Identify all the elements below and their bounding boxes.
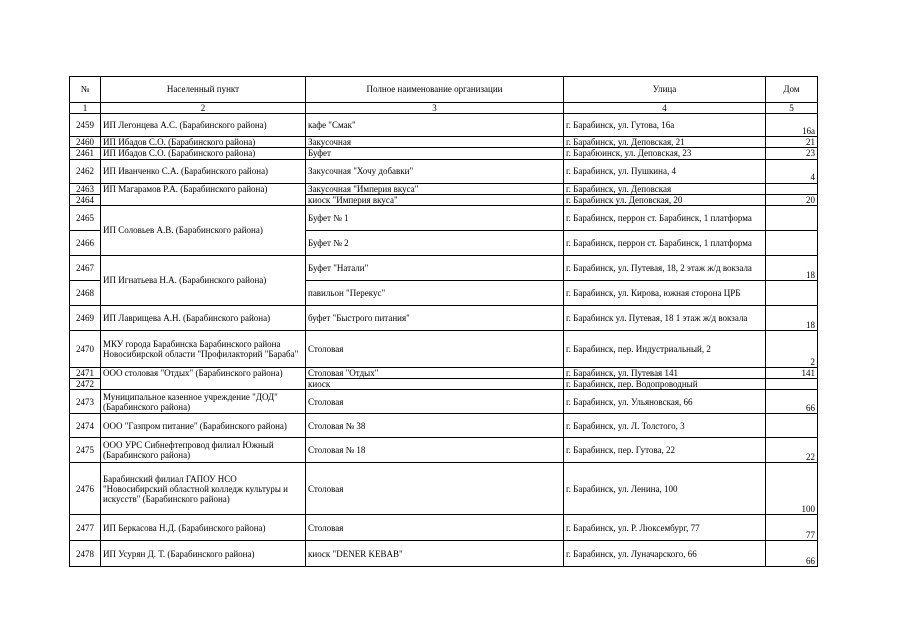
owner-cell: ИП Иванченко С.А. (Барабинского района): [101, 159, 306, 183]
street-cell: г. Барабинск, ул. Кирова, южная сторона ЦРБ: [564, 281, 766, 306]
street-cell: г. Барабинск, ул. Ульяновская, 66: [564, 390, 766, 414]
column-index: 4: [564, 103, 766, 114]
table-row: [70, 368, 818, 379]
table-row: [70, 463, 818, 515]
org-cell: Столовая "Отдых": [306, 368, 564, 379]
table-row: [70, 390, 818, 414]
row-number: 2478: [70, 541, 101, 567]
row-number: 2473: [70, 390, 101, 414]
header-num: №: [70, 77, 101, 103]
org-cell: Буфет № 2: [306, 231, 564, 256]
owner-cell: МКУ города Барабинска Барабинского района Новосибирской области "Профилакторий "Бараба": [101, 331, 306, 368]
house-cell: 66: [766, 541, 818, 567]
table-row: [70, 159, 818, 183]
table-row: [70, 137, 818, 148]
org-cell: киоск "Империя вкуса": [306, 194, 564, 205]
house-cell: [766, 231, 818, 256]
org-cell: павильон "Перекус": [306, 281, 564, 306]
row-number: 2464: [70, 194, 101, 205]
column-index: 1: [70, 103, 101, 114]
row-number: 2463: [70, 183, 101, 194]
org-cell: Столовая: [306, 331, 564, 368]
owner-cell: ИП Лаврищева А.Н. (Барабинского района): [101, 306, 306, 331]
table-row: [70, 541, 818, 567]
street-cell: г. Барабинск, ул. Путевая, 18, 2 этаж ж/д вокзала: [564, 256, 766, 281]
org-cell: кафе "Смак": [306, 114, 564, 137]
row-number: 2467: [70, 256, 101, 281]
house-cell: 18: [766, 256, 818, 281]
house-cell: 21: [766, 137, 818, 148]
org-cell: Буфет "Натали": [306, 256, 564, 281]
owner-cell: ИП Беркасова Н.Д. (Барабинского района): [101, 515, 306, 541]
row-number: 2459: [70, 114, 101, 137]
row-number: 2468: [70, 281, 101, 306]
column-index: 3: [306, 103, 564, 114]
owner-cell: ИП Соловьев А.В. (Барабинского района): [101, 206, 306, 256]
owner-cell: ИП Ибадов С.О. (Барабинского района): [101, 137, 306, 148]
column-index-row: [70, 103, 818, 114]
house-cell: 66: [766, 390, 818, 414]
column-index: 2: [101, 103, 306, 114]
row-number: 2476: [70, 463, 101, 515]
street-cell: г. Барабинск, ул. Деповская: [564, 183, 766, 194]
street-cell: г. Барабинск, перрон ст. Барабинск, 1 платформа: [564, 231, 766, 256]
org-cell: Столовая: [306, 463, 564, 515]
table-row: [70, 256, 818, 281]
owner-cell: Муниципальное казенное учреждение "ДОД" (Барабинского района): [101, 390, 306, 414]
org-cell: Буфет № 1: [306, 206, 564, 231]
house-cell: 4: [766, 159, 818, 183]
house-cell: 141: [766, 368, 818, 379]
column-index: 5: [766, 103, 818, 114]
org-cell: Закусочная "Империя вкуса": [306, 183, 564, 194]
street-cell: г. Барабинск ул. Путевая, 18 1 этаж ж/д вокзала: [564, 306, 766, 331]
establishments-table: [69, 76, 818, 567]
house-cell: 100: [766, 463, 818, 515]
house-cell: 23: [766, 148, 818, 159]
row-number: 2474: [70, 414, 101, 438]
street-cell: г. Барабинск, ул. Гутова, 16а: [564, 114, 766, 137]
header-org: Полное наименование организации: [306, 77, 564, 103]
house-cell: [766, 414, 818, 438]
house-cell: 18: [766, 306, 818, 331]
row-number: 2465: [70, 206, 101, 231]
table-row: [70, 306, 818, 331]
header-house: Дом: [766, 77, 818, 103]
street-cell: г. Барабинск, ул. Пушкина, 4: [564, 159, 766, 183]
row-number: 2469: [70, 306, 101, 331]
org-cell: Столовая: [306, 390, 564, 414]
street-cell: г. Барабинск, пер. Гутова, 22: [564, 438, 766, 463]
row-number: 2460: [70, 137, 101, 148]
org-cell: буфет "Быстрого питания": [306, 306, 564, 331]
street-cell: г. Барабинск, перрон ст. Барабинск, 1 платформа: [564, 206, 766, 231]
house-cell: 16а: [766, 114, 818, 137]
street-cell: г. Барабинск, пер. Индустриальный, 2: [564, 331, 766, 368]
table-row: [70, 114, 818, 137]
owner-cell: ООО столовая "Отдых" (Барабинского района): [101, 368, 306, 390]
house-cell: [766, 379, 818, 390]
street-cell: г. Барабинск, ул. Деповская, 21: [564, 137, 766, 148]
house-cell: 22: [766, 438, 818, 463]
owner-cell: ИП Игнатьева Н.А. (Барабинского района): [101, 256, 306, 306]
row-number: 2472: [70, 379, 101, 390]
table-row: [70, 414, 818, 438]
owner-cell: ИП Магарамов Р.А. (Барабинского района): [101, 183, 306, 205]
org-cell: Буфет: [306, 148, 564, 159]
table-row: [70, 515, 818, 541]
house-cell: 77: [766, 515, 818, 541]
house-cell: 20: [766, 194, 818, 205]
table-row: [70, 206, 818, 231]
owner-cell: ООО "Газпром питание" (Барабинского района): [101, 414, 306, 438]
table-row: [70, 148, 818, 159]
row-number: 2470: [70, 331, 101, 368]
owner-cell: ООО УРС Сибнефтепровод филиал Южный (Барабинского района): [101, 438, 306, 463]
org-cell: киоск "DENER KEBAB": [306, 541, 564, 567]
row-number: 2462: [70, 159, 101, 183]
street-cell: г. Барабюинск, ул. Деповская, 23: [564, 148, 766, 159]
header-row: [70, 77, 818, 103]
street-cell: г. Барабинск, ул. Путевая 141: [564, 368, 766, 379]
house-cell: [766, 281, 818, 306]
row-number: 2461: [70, 148, 101, 159]
street-cell: г. Барабинск, ул. Р. Люксембург, 77: [564, 515, 766, 541]
owner-cell: ИП Ибадов С.О. (Барабинского района): [101, 148, 306, 159]
row-number: 2477: [70, 515, 101, 541]
owner-cell: ИП Легонцева А.С. (Барабинского района): [101, 114, 306, 137]
header-settlement: Населенный пункт: [101, 77, 306, 103]
org-cell: Столовая: [306, 515, 564, 541]
owner-cell: Барабинский филиал ГАПОУ НСО "Новосибирский областной колледж культуры и искусств" (Барабинского района): [101, 463, 306, 515]
owner-cell: ИП Усурян Д. Т. (Барабинского района): [101, 541, 306, 567]
street-cell: г. Барабинск, ул. Л. Толстого, 3: [564, 414, 766, 438]
org-cell: Столовая № 38: [306, 414, 564, 438]
row-number: 2471: [70, 368, 101, 379]
street-cell: г. Барабинск, ул. Луначарского, 66: [564, 541, 766, 567]
header-street: Улица: [564, 77, 766, 103]
table-row: [70, 183, 818, 194]
org-cell: Закусочная "Хочу добавки": [306, 159, 564, 183]
house-cell: [766, 206, 818, 231]
house-cell: [766, 183, 818, 194]
street-cell: г. Барабинск, пер. Водопроводный: [564, 379, 766, 390]
org-cell: Столовая № 18: [306, 438, 564, 463]
org-cell: Закусочная: [306, 137, 564, 148]
house-cell: 2: [766, 331, 818, 368]
table-row: [70, 438, 818, 463]
street-cell: г. Барабинск, ул. Ленина, 100: [564, 463, 766, 515]
org-cell: киоск: [306, 379, 564, 390]
row-number: 2466: [70, 231, 101, 256]
row-number: 2475: [70, 438, 101, 463]
street-cell: г. Барабинск ул. Деповская, 20: [564, 194, 766, 205]
table-row: [70, 331, 818, 368]
